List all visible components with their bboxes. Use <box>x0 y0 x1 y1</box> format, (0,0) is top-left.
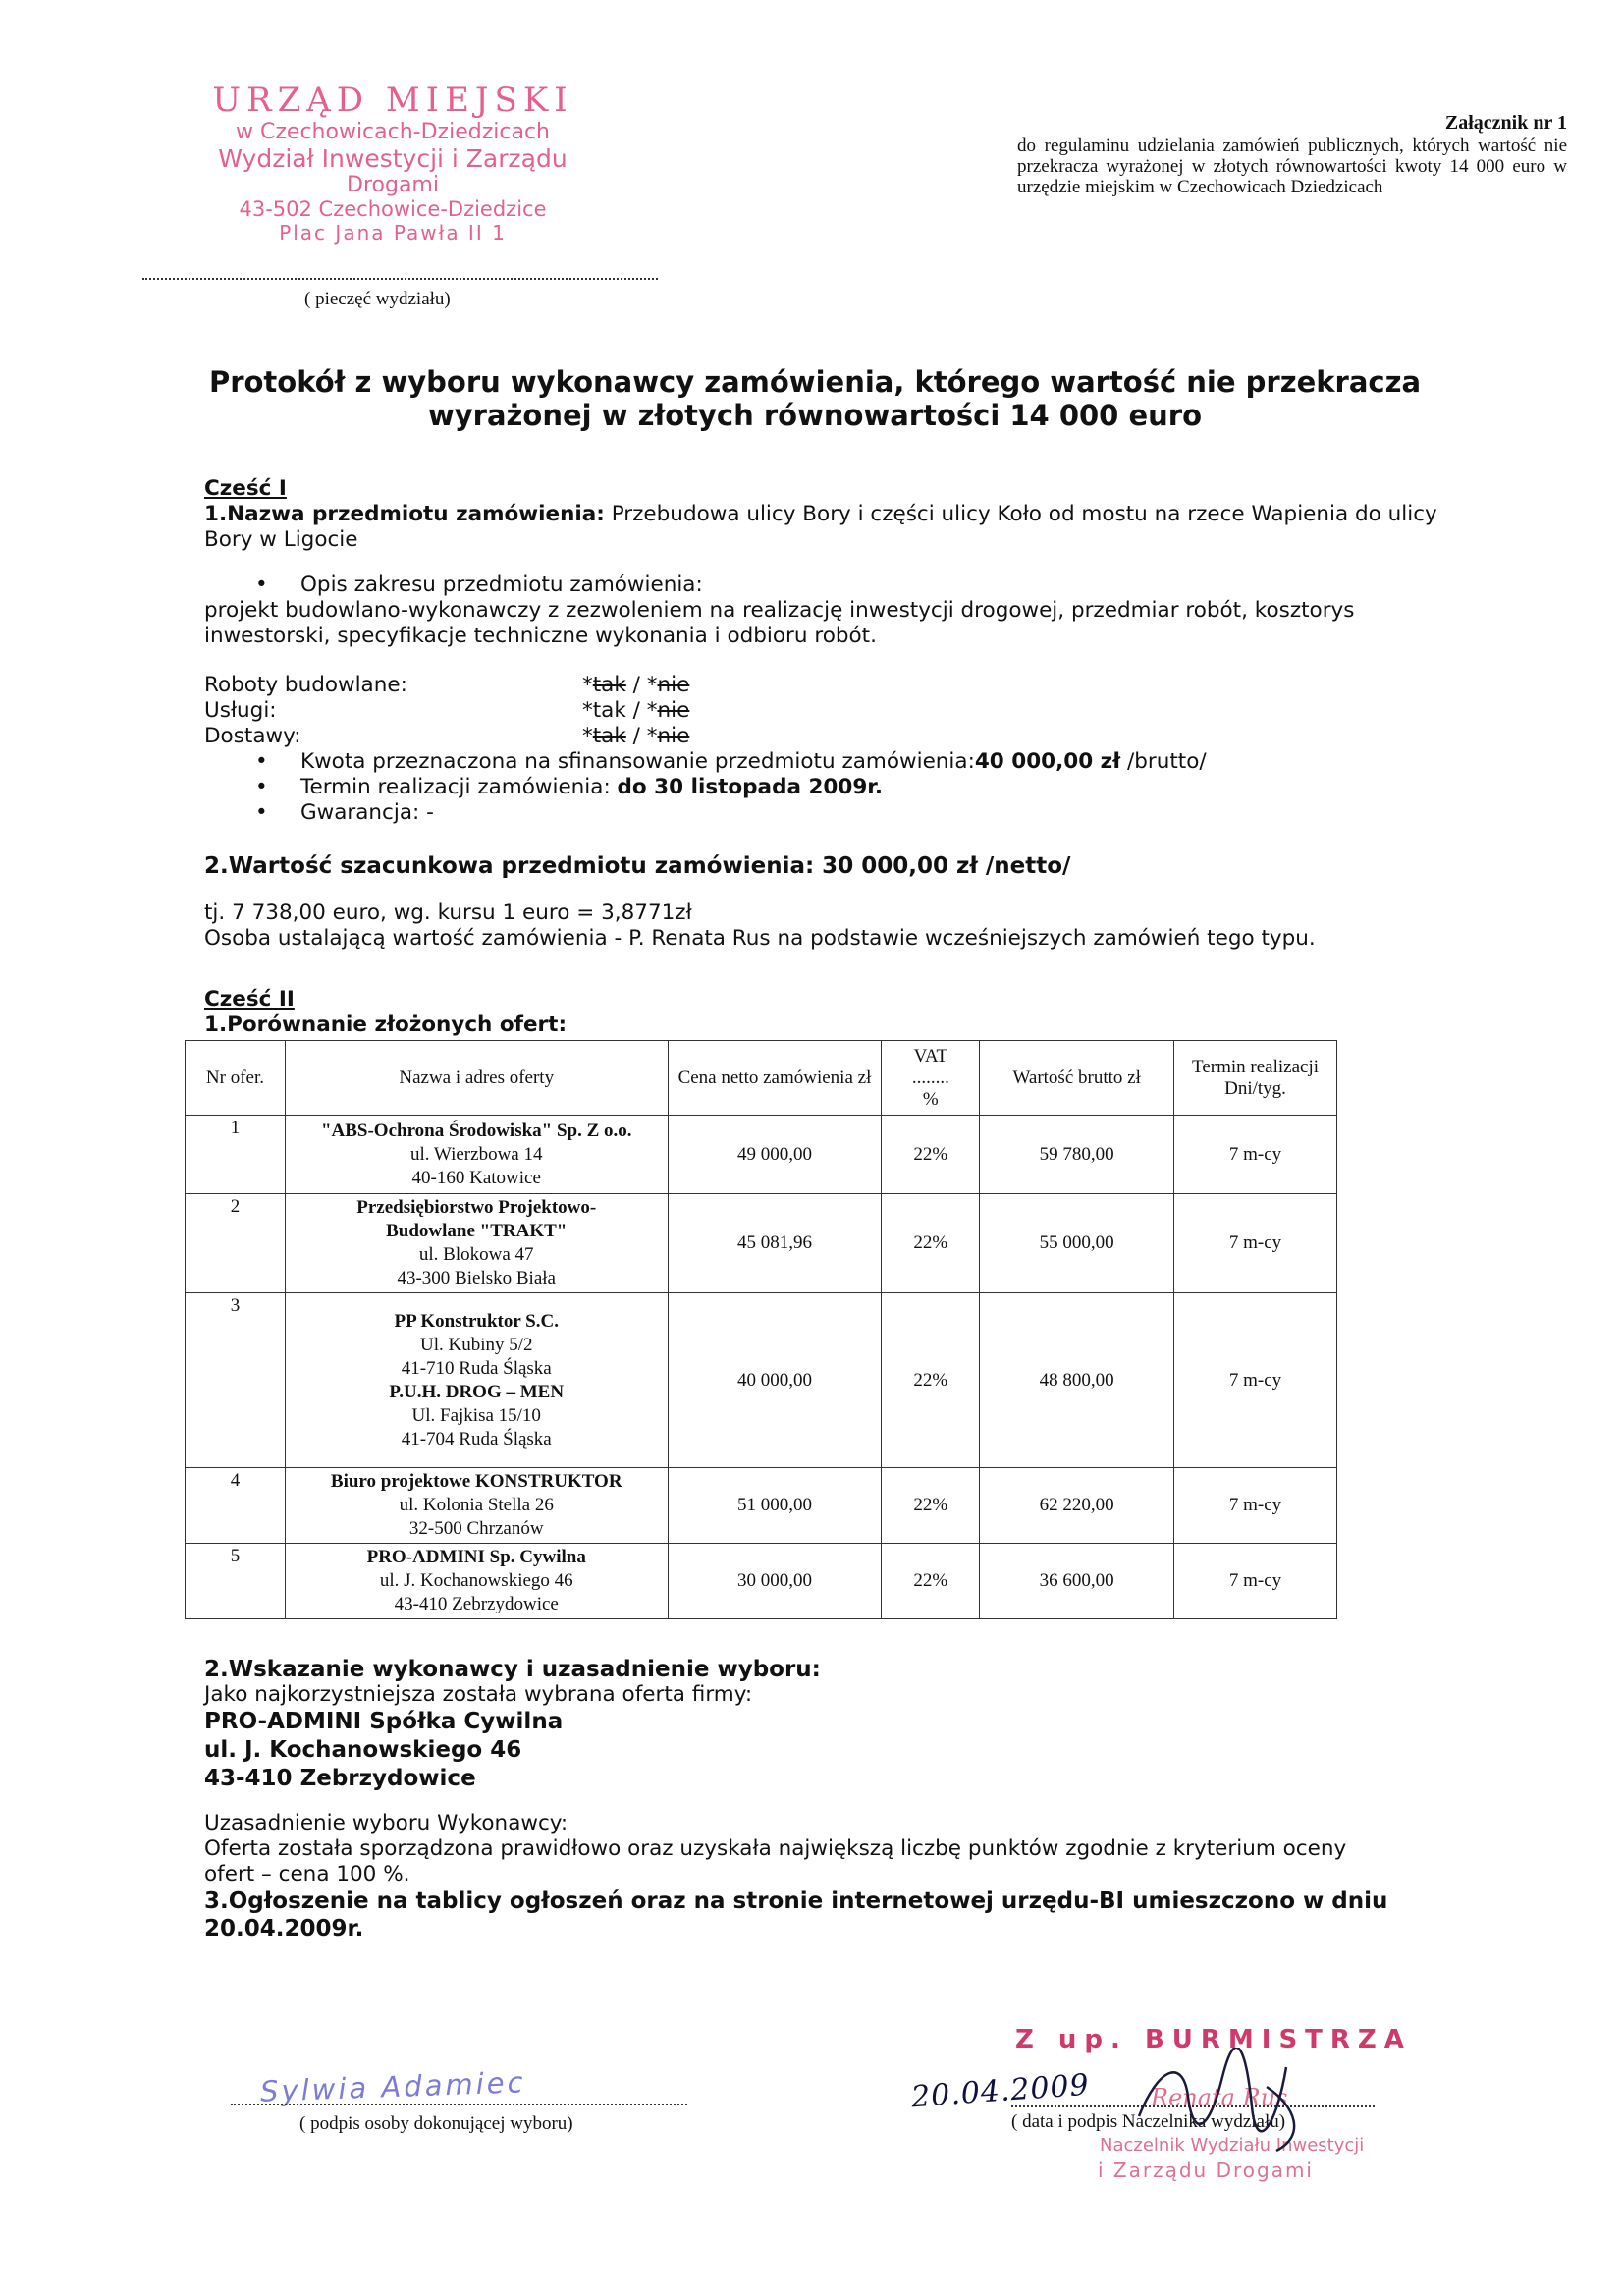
selection-heading: 2.Wskazanie wykonawcy i uzasadnienie wyboru: <box>204 1657 821 1682</box>
subject-label: 1.Nazwa przedmiotu zamówienia: <box>204 502 605 526</box>
estimate-person: Osoba ustalającą wartość zamówienia - P. Renata Rus na podstawie wcześniejszych zamówień tego typu. <box>204 926 1316 951</box>
cell-gross: 62 220,00 <box>980 1468 1174 1544</box>
offer-name-line: ul. Kolonia Stella 26 <box>399 1495 554 1515</box>
part-1-heading: Cześć I <box>204 476 287 501</box>
cell-net: 45 081,96 <box>668 1194 882 1293</box>
stamp-line-postcode: 43-502 Czechowice-Dziedzice <box>239 197 547 221</box>
stamp-line-department-2: Drogami <box>347 173 439 197</box>
cell-name <box>285 1544 668 1619</box>
offer-name-line: ul. Blokowa 47 <box>418 1244 534 1265</box>
table-row <box>186 1194 1337 1293</box>
selection-intro: Jako najkorzystniejsza została wybrana oferta firmy: <box>204 1682 753 1707</box>
stamp-line-office: URZĄD MIEJSKI <box>212 81 573 120</box>
subject-paragraph <box>204 502 1441 553</box>
cell-term: 7 m-cy <box>1174 1293 1337 1468</box>
header-name: Nazwa i adres oferty <box>285 1041 668 1116</box>
scope-label: • Opis zakresu przedmiotu zamówienia: <box>204 573 1441 598</box>
order-type-star2: * <box>646 698 658 723</box>
estimate-euro: tj. 7 738,00 euro, wg. kursu 1 euro = 3,8771zł <box>204 901 692 925</box>
order-type-nie: nie <box>657 673 690 697</box>
amount-label: Kwota przeznaczona na sfinansowanie przedmiotu zamówienia: <box>300 749 975 774</box>
order-type-star1: * <box>582 698 593 723</box>
cell-net: 49 000,00 <box>668 1116 882 1194</box>
deadline-label: Termin realizacji zamówienia: <box>300 775 618 799</box>
part-1 <box>204 476 1441 952</box>
cell-name <box>285 1293 668 1468</box>
stamp-caption: ( pieczęć wydziału) <box>304 289 451 309</box>
header-vat-unit: % <box>922 1088 939 1110</box>
cell-nr: 3 <box>186 1293 286 1468</box>
offer-name-line: PRO-ADMINI Sp. Cywilna <box>366 1547 586 1567</box>
offer-name-line: 40-160 Katowice <box>411 1167 541 1188</box>
order-type-nie: nie <box>657 724 690 748</box>
cell-name <box>285 1116 668 1194</box>
left-signature-caption: ( podpis osoby dokonującej wyboru) <box>299 2113 573 2134</box>
warranty-item: • Gwarancja: - <box>204 800 1441 826</box>
cell-gross: 48 800,00 <box>980 1293 1174 1468</box>
header-vat <box>882 1041 980 1116</box>
cell-net: 40 000,00 <box>668 1293 882 1468</box>
offers-table <box>185 1040 1337 1619</box>
seal-line-2: i Zarządu Drogami <box>1098 2159 1314 2182</box>
cell-vat: 22% <box>882 1194 980 1293</box>
offer-name-line: P.U.H. DROG – MEN <box>389 1381 565 1402</box>
table-header-row <box>186 1041 1337 1116</box>
stamp-line-town: w Czechowicach-Dziedzicach <box>236 120 550 144</box>
cell-name <box>285 1468 668 1544</box>
order-type-value <box>582 673 689 698</box>
offer-name-line: Przedsiębiorstwo Projektowo- <box>356 1197 597 1218</box>
header-vat-label: VAT <box>913 1045 948 1066</box>
order-type-row <box>204 673 1441 698</box>
right-signature-caption: ( data i podpis Naczelnika wydziału) <box>1011 2111 1286 2132</box>
cell-vat: 22% <box>882 1293 980 1468</box>
cell-vat: 22% <box>882 1544 980 1619</box>
title-line-1: Protokół z wyboru wykonawcy zamówienia, którego wartość nie przekracza <box>208 365 1422 399</box>
offer-name-line: ul. J. Kochanowskiego 46 <box>379 1570 573 1591</box>
cell-nr: 4 <box>186 1468 286 1544</box>
handwritten-date: 20.04.2009 <box>910 2067 1091 2115</box>
part-2-header <box>204 987 1441 1038</box>
amount-item <box>204 749 1441 775</box>
offer-name-line: 32-500 Chrzanów <box>408 1518 544 1539</box>
department-stamp <box>167 81 619 245</box>
mayor-authorization-stamp: Z up. BURMISTRZA <box>1015 2025 1412 2054</box>
part-2-heading: Cześć II <box>204 987 295 1011</box>
offer-name-line: 43-300 Bielsko Biała <box>397 1268 556 1288</box>
table-row <box>186 1544 1337 1619</box>
offer-name-line: PP Konstruktor S.C. <box>394 1310 559 1332</box>
deadline-value: do 30 listopada 2009r. <box>617 775 883 799</box>
header-vat-dots: ........ <box>911 1066 949 1088</box>
document-title <box>177 365 1453 432</box>
seal-name: Renata Rus <box>1151 2084 1288 2111</box>
cell-nr: 2 <box>186 1194 286 1293</box>
cell-term: 7 m-cy <box>1174 1116 1337 1194</box>
stamp-line-department: Wydział Inwestycji i Zarządu <box>218 144 568 173</box>
winner-city: 43-410 Zebrzydowice <box>204 1766 476 1791</box>
order-type-star1: * <box>582 724 593 748</box>
offers-table-body <box>186 1116 1337 1619</box>
subject-text: Przebudowa ulicy Bory i części ulicy Koło od mostu na rzece Wapienia do ulicy Bory w Ligocie <box>204 502 1437 552</box>
table-row <box>186 1116 1337 1194</box>
cell-nr: 1 <box>186 1116 286 1194</box>
estimate-heading: 2.Wartość szacunkowa przedmiotu zamówienia: 30 000,00 zł /netto/ <box>204 853 1071 879</box>
offer-name-line: Ul. Kubiny 5/2 <box>419 1334 533 1355</box>
header-net: Cena netto zamówienia zł <box>668 1041 882 1116</box>
offer-name-line: "ABS-Ochrona Środowiska" Sp. Z o.o. <box>320 1120 632 1141</box>
cell-net: 30 000,00 <box>668 1544 882 1619</box>
selection-section <box>204 1657 1441 1942</box>
order-type-tak: tak <box>592 698 626 723</box>
offer-name-line: 41-704 Ruda Śląska <box>401 1428 552 1449</box>
cell-vat: 22% <box>882 1468 980 1544</box>
order-type-tak: tak <box>592 724 626 748</box>
order-type-value <box>582 698 689 724</box>
order-type-row <box>204 698 1441 724</box>
order-type-sep: / <box>625 724 647 748</box>
stamp-line-address: Plac Jana Pawła II 1 <box>279 221 507 245</box>
cell-gross: 59 780,00 <box>980 1116 1174 1194</box>
offer-name-line: Biuro projektowe KONSTRUKTOR <box>330 1471 622 1492</box>
order-type-tak: tak <box>592 673 626 697</box>
seal-line-1: Naczelnik Wydziału Inwestycji <box>1100 2135 1365 2156</box>
order-type-value <box>582 724 689 749</box>
attachment-text: do regulaminu udzielania zamówień publicznych, których wartość nie przekracza wyrażonej w złotych równowartości kwoty 14 000 euro w urzędzie miejskim w Czechowicach Dziedzicach <box>1017 136 1567 197</box>
offer-name-line: 43-410 Zebrzydowice <box>394 1594 559 1614</box>
header-gross: Wartość brutto zł <box>980 1041 1174 1116</box>
header-nr: Nr ofer. <box>186 1041 286 1116</box>
offer-name-line: ul. Wierzbowa 14 <box>409 1143 543 1165</box>
order-type-star1: * <box>582 673 593 697</box>
order-type-label: Dostawy: <box>204 724 301 748</box>
attachment-note <box>1017 113 1567 197</box>
attachment-title: Załącznik nr 1 <box>1444 112 1567 134</box>
table-row <box>186 1468 1337 1544</box>
offer-name-line: 41-710 Ruda Śląska <box>401 1357 552 1379</box>
order-type-label: Usługi: <box>204 698 277 723</box>
comparison-heading: 1.Porównanie złożonych ofert: <box>204 1012 568 1037</box>
order-type-label: Roboty budowlane: <box>204 673 407 697</box>
cell-name <box>285 1194 668 1293</box>
handwritten-signature-icon <box>1129 2048 1316 2156</box>
order-type-sep: / <box>625 673 647 697</box>
cell-term: 7 m-cy <box>1174 1544 1337 1619</box>
order-type-nie: nie <box>657 698 690 723</box>
offer-name-line: Budowlane "TRAKT" <box>386 1221 568 1241</box>
offer-name-line: Ul. Fajkisa 15/10 <box>411 1404 541 1426</box>
left-handwritten-signature: Sylwia Adamiec <box>259 2065 527 2108</box>
title-line-2: wyrażonej w złotych równowartości 14 000 euro <box>427 399 1202 432</box>
justification-text: Oferta została sporządzona prawidłowo oraz uzyskała największą liczbę punktów zgodnie z kryterium oceny ofert – cena 100 %. <box>204 1836 1347 1886</box>
deadline-item <box>204 775 1441 800</box>
winner-name: PRO-ADMINI Spółka Cywilna <box>204 1709 564 1734</box>
scope-text: projekt budowlano-wykonawczy z zezwoleniem na realizację inwestycji drogowej, przedmiar robót, kosztorys inwestorski, specyfikacje techniczne wykonania i odbioru robót. <box>204 598 1355 648</box>
order-type-row <box>204 724 1441 749</box>
cell-nr: 5 <box>186 1544 286 1619</box>
order-types <box>204 673 1441 749</box>
stamp-dotted-line <box>142 278 658 280</box>
announcement: 3.Ogłoszenie na tablicy ogłoszeń oraz na stronie internetowej urzędu-BI umieszczono w dniu 20.04.2009r. <box>204 1888 1388 1941</box>
winner-street: ul. J. Kochanowskiego 46 <box>204 1737 522 1763</box>
justification-label: Uzasadnienie wyboru Wykonawcy: <box>204 1811 568 1835</box>
cell-gross: 36 600,00 <box>980 1544 1174 1619</box>
cell-vat: 22% <box>882 1116 980 1194</box>
amount-value: 40 000,00 zł <box>974 749 1121 774</box>
amount-suffix: /brutto/ <box>1120 749 1207 774</box>
left-signature-line <box>231 2104 687 2105</box>
order-type-star2: * <box>646 673 658 697</box>
order-type-star2: * <box>646 724 658 748</box>
table-row <box>186 1293 1337 1468</box>
cell-gross: 55 000,00 <box>980 1194 1174 1293</box>
order-type-sep: / <box>625 698 647 723</box>
cell-term: 7 m-cy <box>1174 1194 1337 1293</box>
cell-net: 51 000,00 <box>668 1468 882 1544</box>
header-term: Termin realizacji Dni/tyg. <box>1174 1041 1337 1116</box>
cell-term: 7 m-cy <box>1174 1468 1337 1544</box>
